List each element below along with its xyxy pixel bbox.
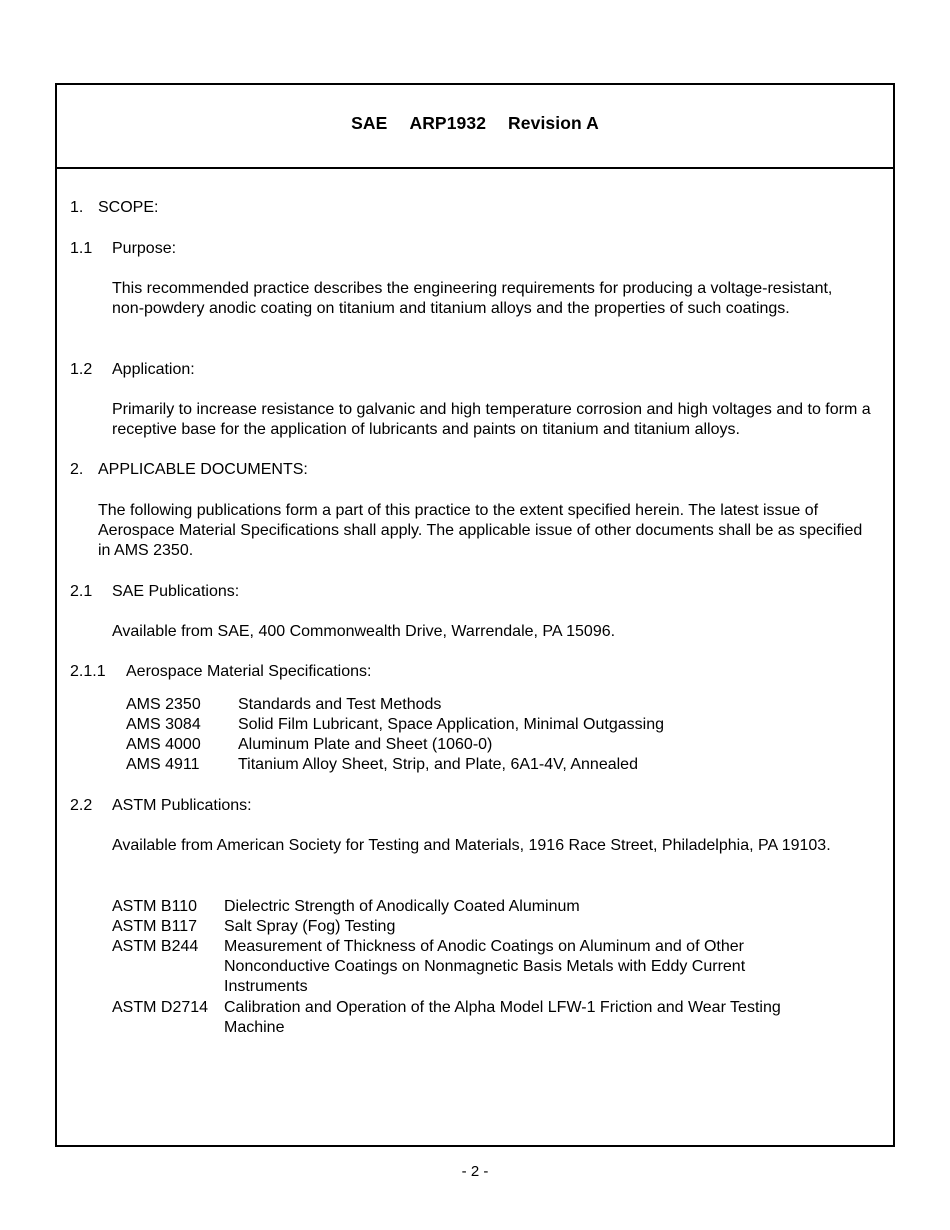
section-1-1-number: 1.1 bbox=[70, 240, 93, 257]
ams-code: AMS 4911 bbox=[126, 756, 200, 773]
section-2-number: 2. bbox=[70, 461, 84, 478]
ams-code: AMS 2350 bbox=[126, 696, 201, 713]
astm-code: ASTM B117 bbox=[112, 918, 198, 935]
section-2-1-1-number: 2.1.1 bbox=[70, 663, 106, 680]
section-2-1-title: SAE Publications: bbox=[112, 583, 240, 600]
section-2-title: APPLICABLE DOCUMENTS: bbox=[98, 461, 308, 478]
section-1-1-title: Purpose: bbox=[112, 240, 177, 257]
section-2-paragraph: The following publications form a part of this practice to the extent specified herein. The latest issue of Aerospace Material Specifications shall apply. The applicable issue of other documents shall be as specified in AMS 2350. bbox=[98, 502, 863, 559]
astm-description: Calibration and Operation of the Alpha Model LFW-1 Friction and Wear Testing Machine bbox=[224, 999, 781, 1036]
astm-code: ASTM D2714 bbox=[112, 999, 209, 1016]
section-2-1-number: 2.1 bbox=[70, 583, 93, 600]
section-1-number: 1. bbox=[70, 199, 84, 216]
ams-description: Solid Film Lubricant, Space Application, Minimal Outgassing bbox=[238, 716, 664, 733]
ams-code: AMS 4000 bbox=[126, 736, 201, 753]
ams-description: Standards and Test Methods bbox=[238, 696, 442, 713]
astm-description: Salt Spray (Fog) Testing bbox=[224, 918, 396, 935]
astm-code: ASTM B244 bbox=[112, 938, 199, 955]
ams-code: AMS 3084 bbox=[126, 716, 201, 733]
section-2-1-1-title: Aerospace Material Specifications: bbox=[126, 663, 372, 680]
header-doc-number: ARP1932 bbox=[409, 113, 487, 133]
section-2-2-title: ASTM Publications: bbox=[112, 797, 252, 814]
document-header bbox=[57, 85, 893, 169]
astm-description: Dielectric Strength of Anodically Coated Aluminum bbox=[224, 898, 580, 915]
section-1-2-paragraph: Primarily to increase resistance to galvanic and high temperature corrosion and high voltages and to form a receptive base for the application of lubricants and paints on titanium and titanium alloys. bbox=[112, 401, 871, 438]
section-1-2-number: 1.2 bbox=[70, 361, 93, 378]
section-1-2-title: Application: bbox=[112, 361, 195, 378]
section-1-title: SCOPE: bbox=[98, 199, 159, 216]
astm-code: ASTM B110 bbox=[112, 898, 198, 915]
astm-description: Measurement of Thickness of Anodic Coatings on Aluminum and of Other Nonconductive Coatings on Nonmagnetic Basis Metals with Eddy Current Instruments bbox=[224, 938, 746, 995]
header-title bbox=[57, 113, 893, 134]
header-org: SAE bbox=[351, 113, 388, 133]
ams-description: Titanium Alloy Sheet, Strip, and Plate, 6A1-4V, Annealed bbox=[238, 756, 638, 773]
ams-description: Aluminum Plate and Sheet (1060-0) bbox=[238, 736, 493, 753]
section-1-1-paragraph: This recommended practice describes the engineering requirements for producing a voltage-resistant, non-powdery anodic coating on titanium and titanium alloys and the properties of such coatings. bbox=[112, 280, 833, 317]
header-revision: Revision A bbox=[508, 113, 599, 133]
page-number: - 2 - bbox=[461, 1163, 489, 1180]
section-2-2-paragraph: Available from American Society for Testing and Materials, 1916 Race Street, Philadelphia, PA 19103. bbox=[112, 837, 831, 854]
section-2-1-paragraph: Available from SAE, 400 Commonwealth Drive, Warrendale, PA 15096. bbox=[112, 623, 616, 640]
section-2-2-number: 2.2 bbox=[70, 797, 93, 814]
